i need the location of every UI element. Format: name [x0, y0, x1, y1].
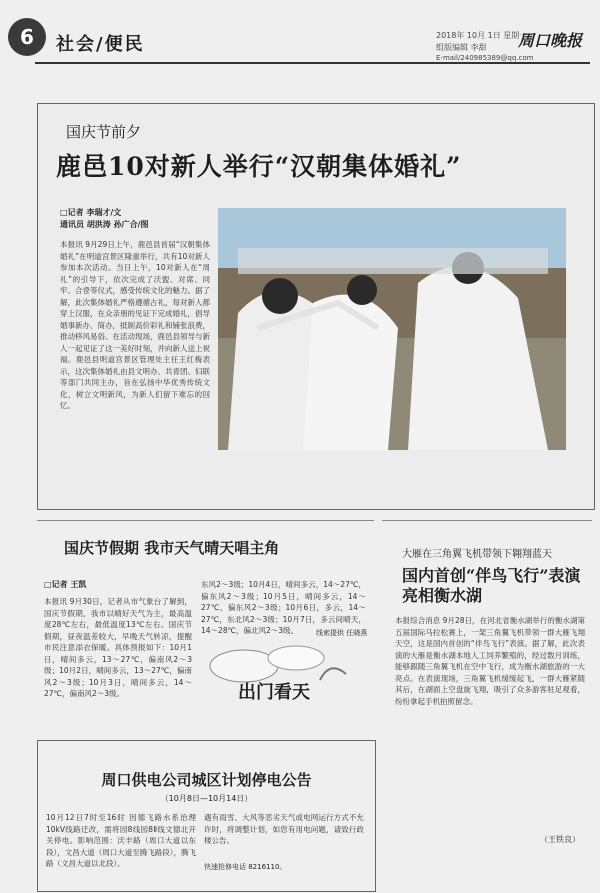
weather-photo-credit: 线索提供 任晓燕: [316, 629, 368, 637]
right-section-top-rule: [382, 520, 592, 521]
weather-banner-text: 出门看天: [238, 682, 310, 703]
power-notice-body: 10月12日7时至16时 因德飞路水系治理10kV线路迁改，需将园8线园8Ⅱ线文德北开关停电。影响范围：沃丰路（周口大道以东段），文昌大道（周口大道至腾飞路段），腾飞路（文昌大道以北段）。: [46, 813, 196, 868]
right-credit: （王铁良）: [540, 835, 580, 844]
lead-byline-1: □记者 李瑞才/文: [60, 208, 122, 217]
header-info: [436, 30, 527, 54]
email-line: E-mail/240985389@qq.com: [436, 54, 534, 62]
weather-headline: 国庆节假期 我市天气晴天唱主角: [64, 539, 280, 557]
section-title: 社会/便民: [56, 34, 145, 55]
lead-headline: 鹿邑10对新人举行“汉朝集体婚礼”: [56, 152, 462, 181]
date-line: 2018年 10月 1日 星期一: [436, 31, 528, 40]
weather-section-top-rule: [37, 520, 374, 521]
weather-byline: □记者 王凯: [44, 580, 87, 589]
wedding-photo-illustration: [218, 208, 566, 450]
weather-body-right: 东风2～3级；10月4日，晴间多云，14～27℃，偏东风2～3级；10月5日，晴间多云，14～27℃，偏东风2～3级；10月6日，多云，14～27℃，东北风2～3级；10月7日，多云间晴天，14～28℃，偏北风2～3级。: [201, 580, 366, 635]
header-divider: [35, 62, 590, 64]
lead-byline-2: 通讯员 胡洪涛 孙广合/图: [60, 220, 149, 229]
editor-line: 组版编辑 李甜: [436, 43, 487, 52]
power-notice-title: 周口供电公司城区计划停电公告: [101, 771, 312, 789]
power-notice-subtitle: （10月8日—10月14日）: [160, 794, 253, 803]
power-notice-phone: 快速抢修电话 8216110。: [204, 863, 287, 871]
paper-logo: 周口晚报: [518, 31, 583, 50]
lead-kicker: 国庆节前夕: [66, 123, 142, 141]
weather-body-left: 本报讯 9月30日，记者从市气象台了解到，国庆节假期，我市以晴好天气为主，最高温度28℃左右，最低温度13℃左右。国庆节假期，昼夜温差较大，早晚天气转凉，提醒市民注意添衣保暖。具体预报如下：10月1日，晴间多云，13～27℃，偏南风2～3级；10月2日，晴间多云，13～27℃，偏南风2～3级；10月3日，晴间多云，14～27℃，偏南风2～3级。: [44, 597, 192, 698]
page-number-badge: 6: [8, 18, 46, 56]
wedding-photo: [218, 208, 566, 450]
right-headline: 国内首创“伴鸟飞行”表演亮相衡水湖: [402, 566, 581, 605]
lead-byline: [60, 207, 149, 231]
right-body: 本报综合消息 9月28日，在河北省衡水湖举行的衡水湖第五届国际马拉松赛上，一架三角翼飞机带领一群大雁飞翔天空，这是国内首创的“伴鸟飞行”表演。据了解，此次表演的大雁是衡水湖本地人工饲养繁殖的，经过数月训练，能够跟随三角翼飞机在空中飞行，成为衡水湖旅游的一大亮点。在表演现场，三角翼飞机缓缓起飞，一群大雁紧随其后，在湖面上空盘旋飞翔，吸引了众多游客驻足观看，纷纷拿起手机拍照留念。: [395, 616, 585, 706]
lead-body: 本报讯 9月29日上午，鹿邑县首届“汉朝集体婚礼”在明道宫景区隆重举行，共有10对新人参加本次活动。当日上午，10对新人在“周礼”的引导下，依次完成了沃盥、对席、同牢、合卺等仪式，感受传统文化的魅力。据了解，此次集体婚礼严格遵循古礼，每对新人都穿上汉服，在众亲朋的见证下完成婚礼，倡导婚事新办、简办，抵制高价彩礼和铺张浪费，推动移风易俗。在活动现场，鹿邑县领导与新人一起见证了这一美好时刻，并向新人送上祝福。鹿邑县明道宫景区管理处主任王红梅表示，这次集体婚礼由县文明办、共青团、妇联等部门共同主办，旨在弘扬中华优秀传统文化，树立文明新风，为新人们留下难忘的回忆。: [60, 240, 210, 410]
right-kicker: 大雁在三角翼飞机带领下翱翔蓝天: [402, 549, 552, 560]
power-notice-footer: 遇有雨雪、大风等恶劣天气或电网运行方式不允许时，将调整计划，如您有用电问题，请致行政楼公告。: [204, 813, 364, 845]
